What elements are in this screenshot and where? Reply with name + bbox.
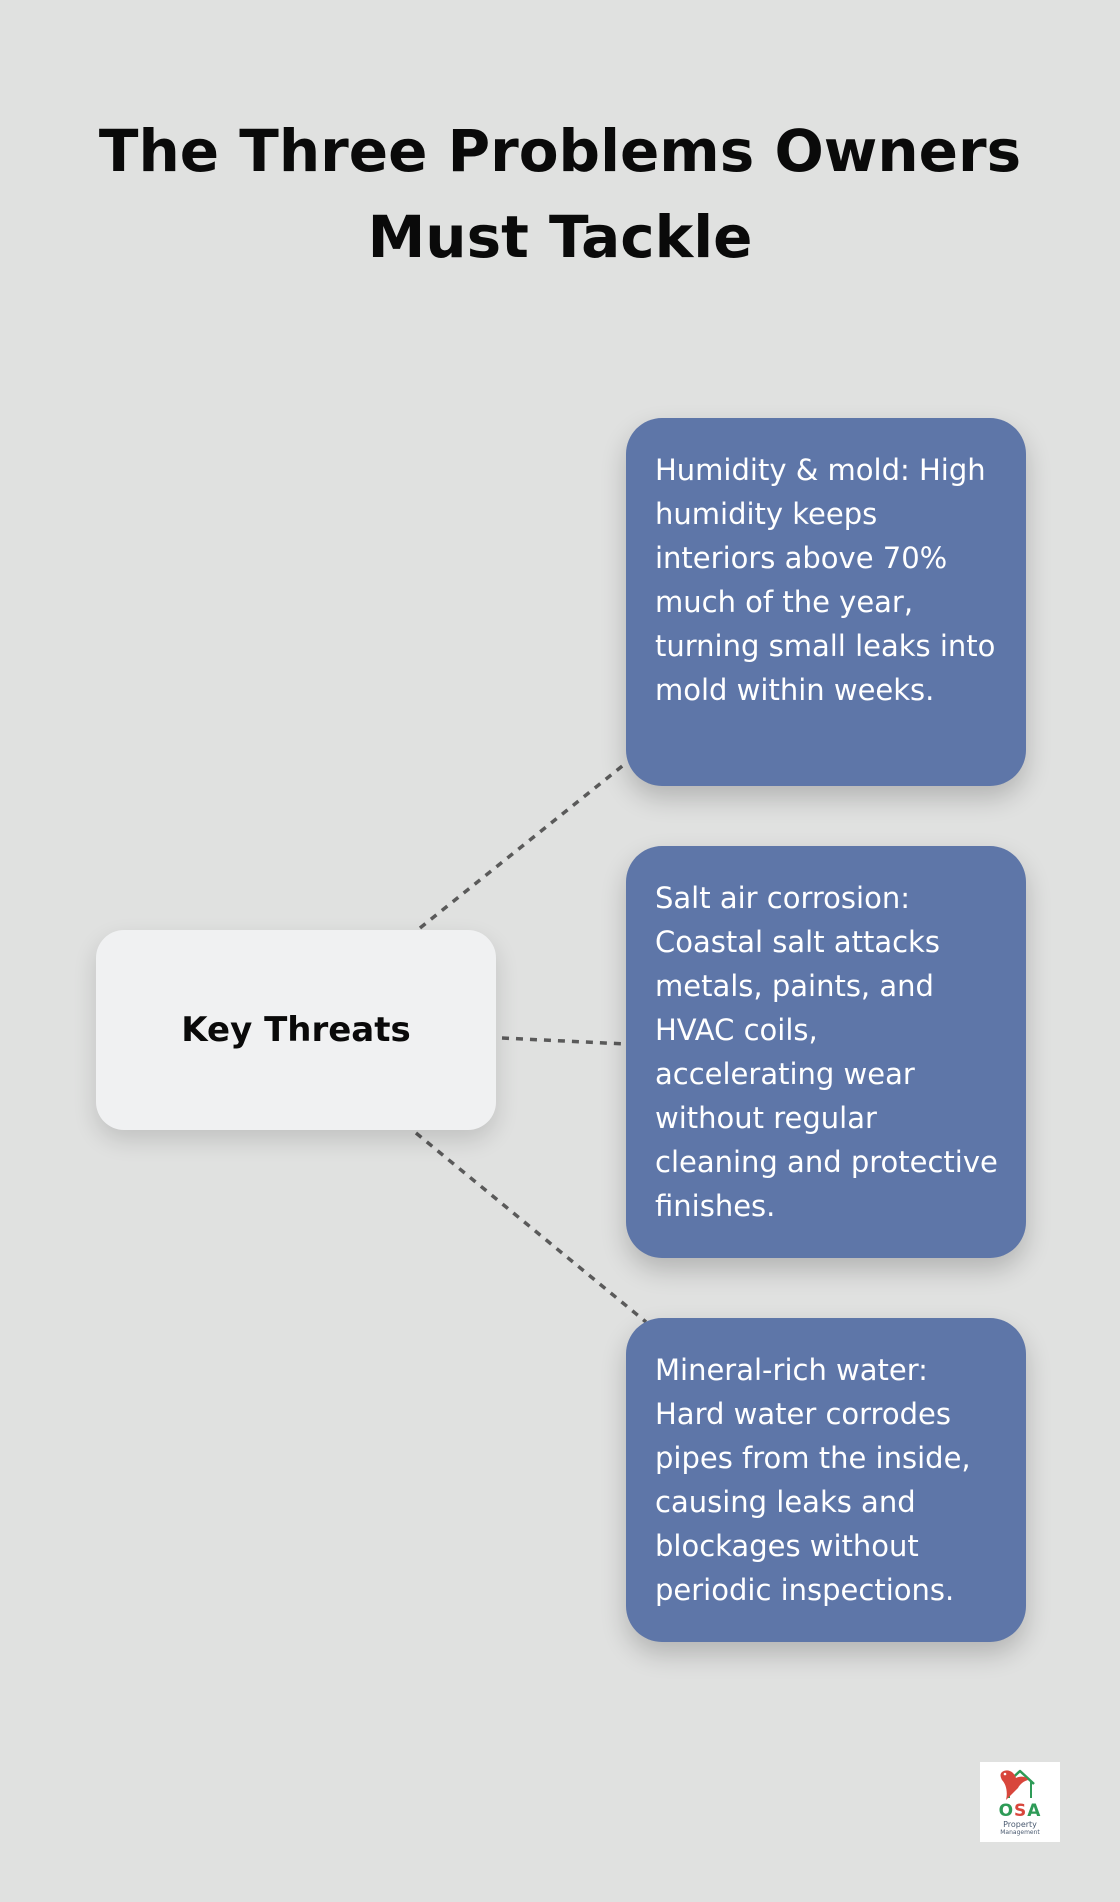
connector-line-2	[502, 1038, 626, 1044]
connector-line-3	[416, 1133, 646, 1322]
threat-card-humidity: Humidity & mold: High humidity keeps interiors above 70% much of the year, turning small leaks into mold within weeks.	[626, 418, 1026, 786]
page-title: The Three Problems Owners Must Tackle	[98, 117, 1022, 271]
logo-letter-o: O	[998, 1801, 1015, 1821]
logo-wordmark	[980, 1802, 1060, 1820]
threat-card-salt-air: Salt air corrosion: Coastal salt attacks metals, paints, and HVAC coils, accelerating wear without regular cleaning and protective finishes.	[626, 846, 1026, 1258]
logo-line-1: Property	[1003, 1820, 1037, 1829]
threat-card-water: Mineral-rich water: Hard water corrodes pipes from the inside, causing leaks and blockages without periodic inspections.	[626, 1318, 1026, 1642]
connector-line-1	[420, 763, 626, 928]
logo-letter-a: A	[1027, 1801, 1042, 1821]
company-logo	[980, 1762, 1060, 1842]
hub-node	[96, 930, 496, 1130]
logo-line-2: Management	[1000, 1829, 1040, 1836]
bird-house-icon	[980, 1762, 1060, 1804]
hub-label: Key Threats	[181, 1010, 411, 1050]
logo-letter-s: S	[1014, 1801, 1028, 1821]
